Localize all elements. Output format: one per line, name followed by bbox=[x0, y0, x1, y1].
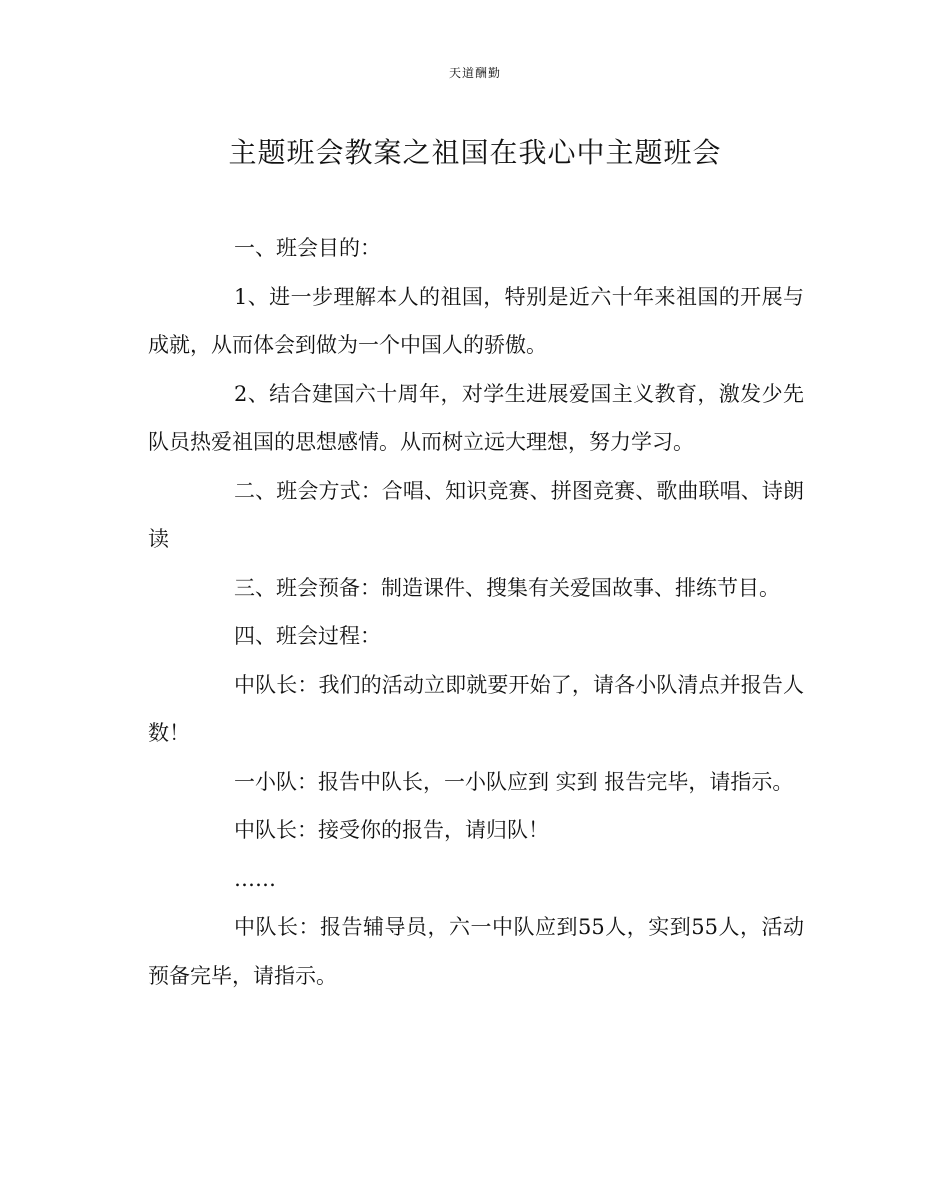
page-header: 天道酬勤 bbox=[448, 66, 501, 80]
paragraph-purpose-1: 1、进一步理解本人的祖国，特别是近六十年来祖国的开展与成就，从而体会到做为一个中国人的骄傲。 bbox=[148, 284, 804, 357]
paragraph-dialogue-3: 中队长：接受你的报告，请归队！ bbox=[234, 818, 549, 842]
paragraph-section-process: 四、班会过程： bbox=[234, 624, 381, 648]
document-body bbox=[148, 224, 804, 1000]
paragraph-section-purpose: 一、班会目的： bbox=[234, 236, 381, 260]
paragraph-dialogue-2: 一小队：报告中队长，一小队应到 实到 报告完毕，请指示。 bbox=[234, 769, 794, 794]
paragraph-purpose-2: 2、结合建国六十周年，对学生进展爱国主义教育，激发少先队员热爱祖国的思想感情。从而树立远大理想，努力学习。 bbox=[148, 381, 804, 454]
paragraph-dialogue-4: 中队长：报告辅导员，六一中队应到55人，实到55人，活动预备完毕，请指示。 bbox=[148, 915, 804, 988]
paragraph-dialogue-1: 中队长：我们的活动立即就要开始了，请各小队清点并报告人数！ bbox=[148, 672, 804, 745]
paragraph-section-preparation: 三、班会预备：制造课件、搜集有关爱国故事、排练节目。 bbox=[234, 575, 780, 600]
document-title: 主题班会教案之祖国在我心中主题班会 bbox=[228, 136, 722, 169]
paragraph-ellipsis: …… bbox=[234, 866, 276, 891]
paragraph-section-format: 二、班会方式：合唱、知识竞赛、拼图竞赛、歌曲联唱、诗朗读 bbox=[148, 478, 804, 551]
